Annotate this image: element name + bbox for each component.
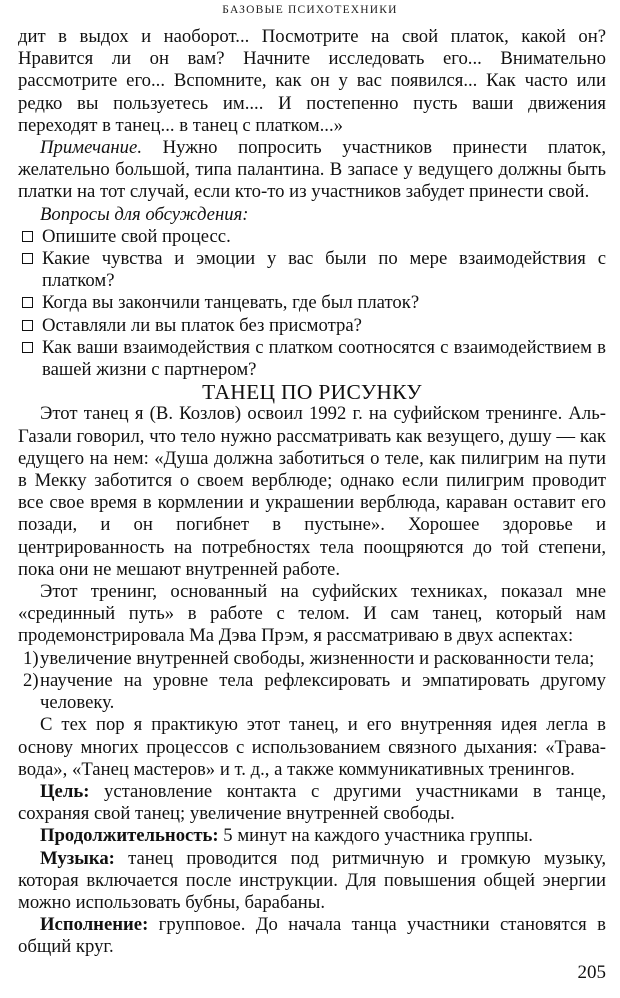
checkbox-icon <box>22 320 33 331</box>
question-text: Когда вы закончили танцевать, где был платок? <box>42 292 420 314</box>
aspect-item <box>18 648 606 670</box>
questions-list <box>18 226 606 381</box>
running-head: БАЗОВЫЕ ПСИХОТЕХНИКИ <box>222 4 398 16</box>
intro-paragraph: дит в выдох и наоборот... Посмотрите на свой платок, какой он? Нравится ли он вам? Начните исследовать его... Внимательно рассмотрите его... Вспомните, как он у вас появился... Как часто или редко вы пользуетесь им.... И постепенно пусть ваши движения переходят в танец... в танец с платком...» <box>18 26 606 136</box>
question-item <box>18 226 606 248</box>
goal-label: Цель: <box>40 780 90 802</box>
aspects-list <box>18 648 606 715</box>
section-paragraph-1: Этот танец я (В. Козлов) освоил 1992 г. на суфийском тренинге. Аль-Газали говорил, что тело нужно рассматривать как везущего, душу — как едущего на нем: «Душа должна заботиться о теле, как пилигрим на пути в Мекку заботится о своем верблюде; однако если пилигрим проводит все свое время в кормлении и украшении верблюда, караван оставит его позади, и он погибнет в пустыне». Хорошее здоровье и центрированность на потребностях тела поощряются до той степени, пока они не мешают внутренней работе. <box>18 403 606 580</box>
duration-text: 5 минут на каждого участника группы. <box>218 825 533 847</box>
question-item <box>18 248 606 292</box>
note-label: Примечание. <box>40 137 142 159</box>
question-text: Опишите свой процесс. <box>42 225 231 247</box>
execution-label: Исполнение: <box>40 914 149 936</box>
duration-label: Продолжительность: <box>40 825 219 847</box>
aspect-number: 2) <box>23 669 39 691</box>
question-text: Оставляли ли вы платок без присмотра? <box>42 314 362 336</box>
section-title: ТАНЕЦ ПО РИСУНКУ <box>202 380 422 405</box>
section-paragraph-3: С тех пор я практикую этот танец, и его внутренняя идея легла в основу многих процессов с использованием связного дыхания: «Трава-вода», «Танец мастеров» и т. д., а также коммуникативных тренингов. <box>18 714 606 780</box>
page-content <box>18 26 606 959</box>
goal-text: установление контакта с другими участниками в танце, сохраняя свой танец; увеличение внутренней свободы. <box>18 780 606 825</box>
aspect-number: 1) <box>23 647 39 669</box>
questions-heading: Вопросы для обсуждения: <box>40 203 249 225</box>
execution-text: групповое. До начала танца участники становятся в общий круг. <box>18 914 606 958</box>
question-text: Как ваши взаимодействия с платком соотносятся с взаимодействием в вашей жизни с партнером? <box>42 336 606 381</box>
checkbox-icon <box>22 342 33 353</box>
note-text: Нужно попросить участников принести платок, желательно большой, типа палантина. В запасе у ведущего должны быть платки на тот случай, если кто-то из участников забудет принести свой. <box>18 137 606 203</box>
aspect-text: увеличение внутренней свободы, жизненности и раскованности тела; <box>40 647 595 669</box>
note-paragraph <box>18 137 606 204</box>
checkbox-icon <box>22 231 33 242</box>
aspect-item <box>18 670 606 714</box>
checkbox-icon <box>22 297 33 308</box>
question-text: Какие чувства и эмоции у вас были по мере взаимодействия с платком? <box>42 248 606 292</box>
music-label: Музыка: <box>40 847 115 869</box>
question-item <box>18 292 606 314</box>
goal-field <box>18 781 606 825</box>
duration-field <box>18 825 606 847</box>
question-item <box>18 315 606 337</box>
checkbox-icon <box>22 253 33 264</box>
aspect-text: научение на уровне тела рефлексировать и эмпатировать другому человеку. <box>40 669 606 714</box>
page-number: 205 <box>577 962 606 983</box>
execution-field <box>18 914 606 958</box>
music-field <box>18 848 606 915</box>
section-paragraph-2: Этот тренинг, основанный на суфийских техниках, показал мне «срединный путь» в работе с телом. И сам танец, который нам продемонстрировала Ма Дэва Прэм, я рассматриваю в двух аспектах: <box>18 581 606 647</box>
music-text: танец проводится под ритмичную и громкую музыку, которая включается после инструкции. Для повышения общей энергии можно использовать бубны, барабаны. <box>18 847 606 913</box>
question-item <box>18 337 606 381</box>
